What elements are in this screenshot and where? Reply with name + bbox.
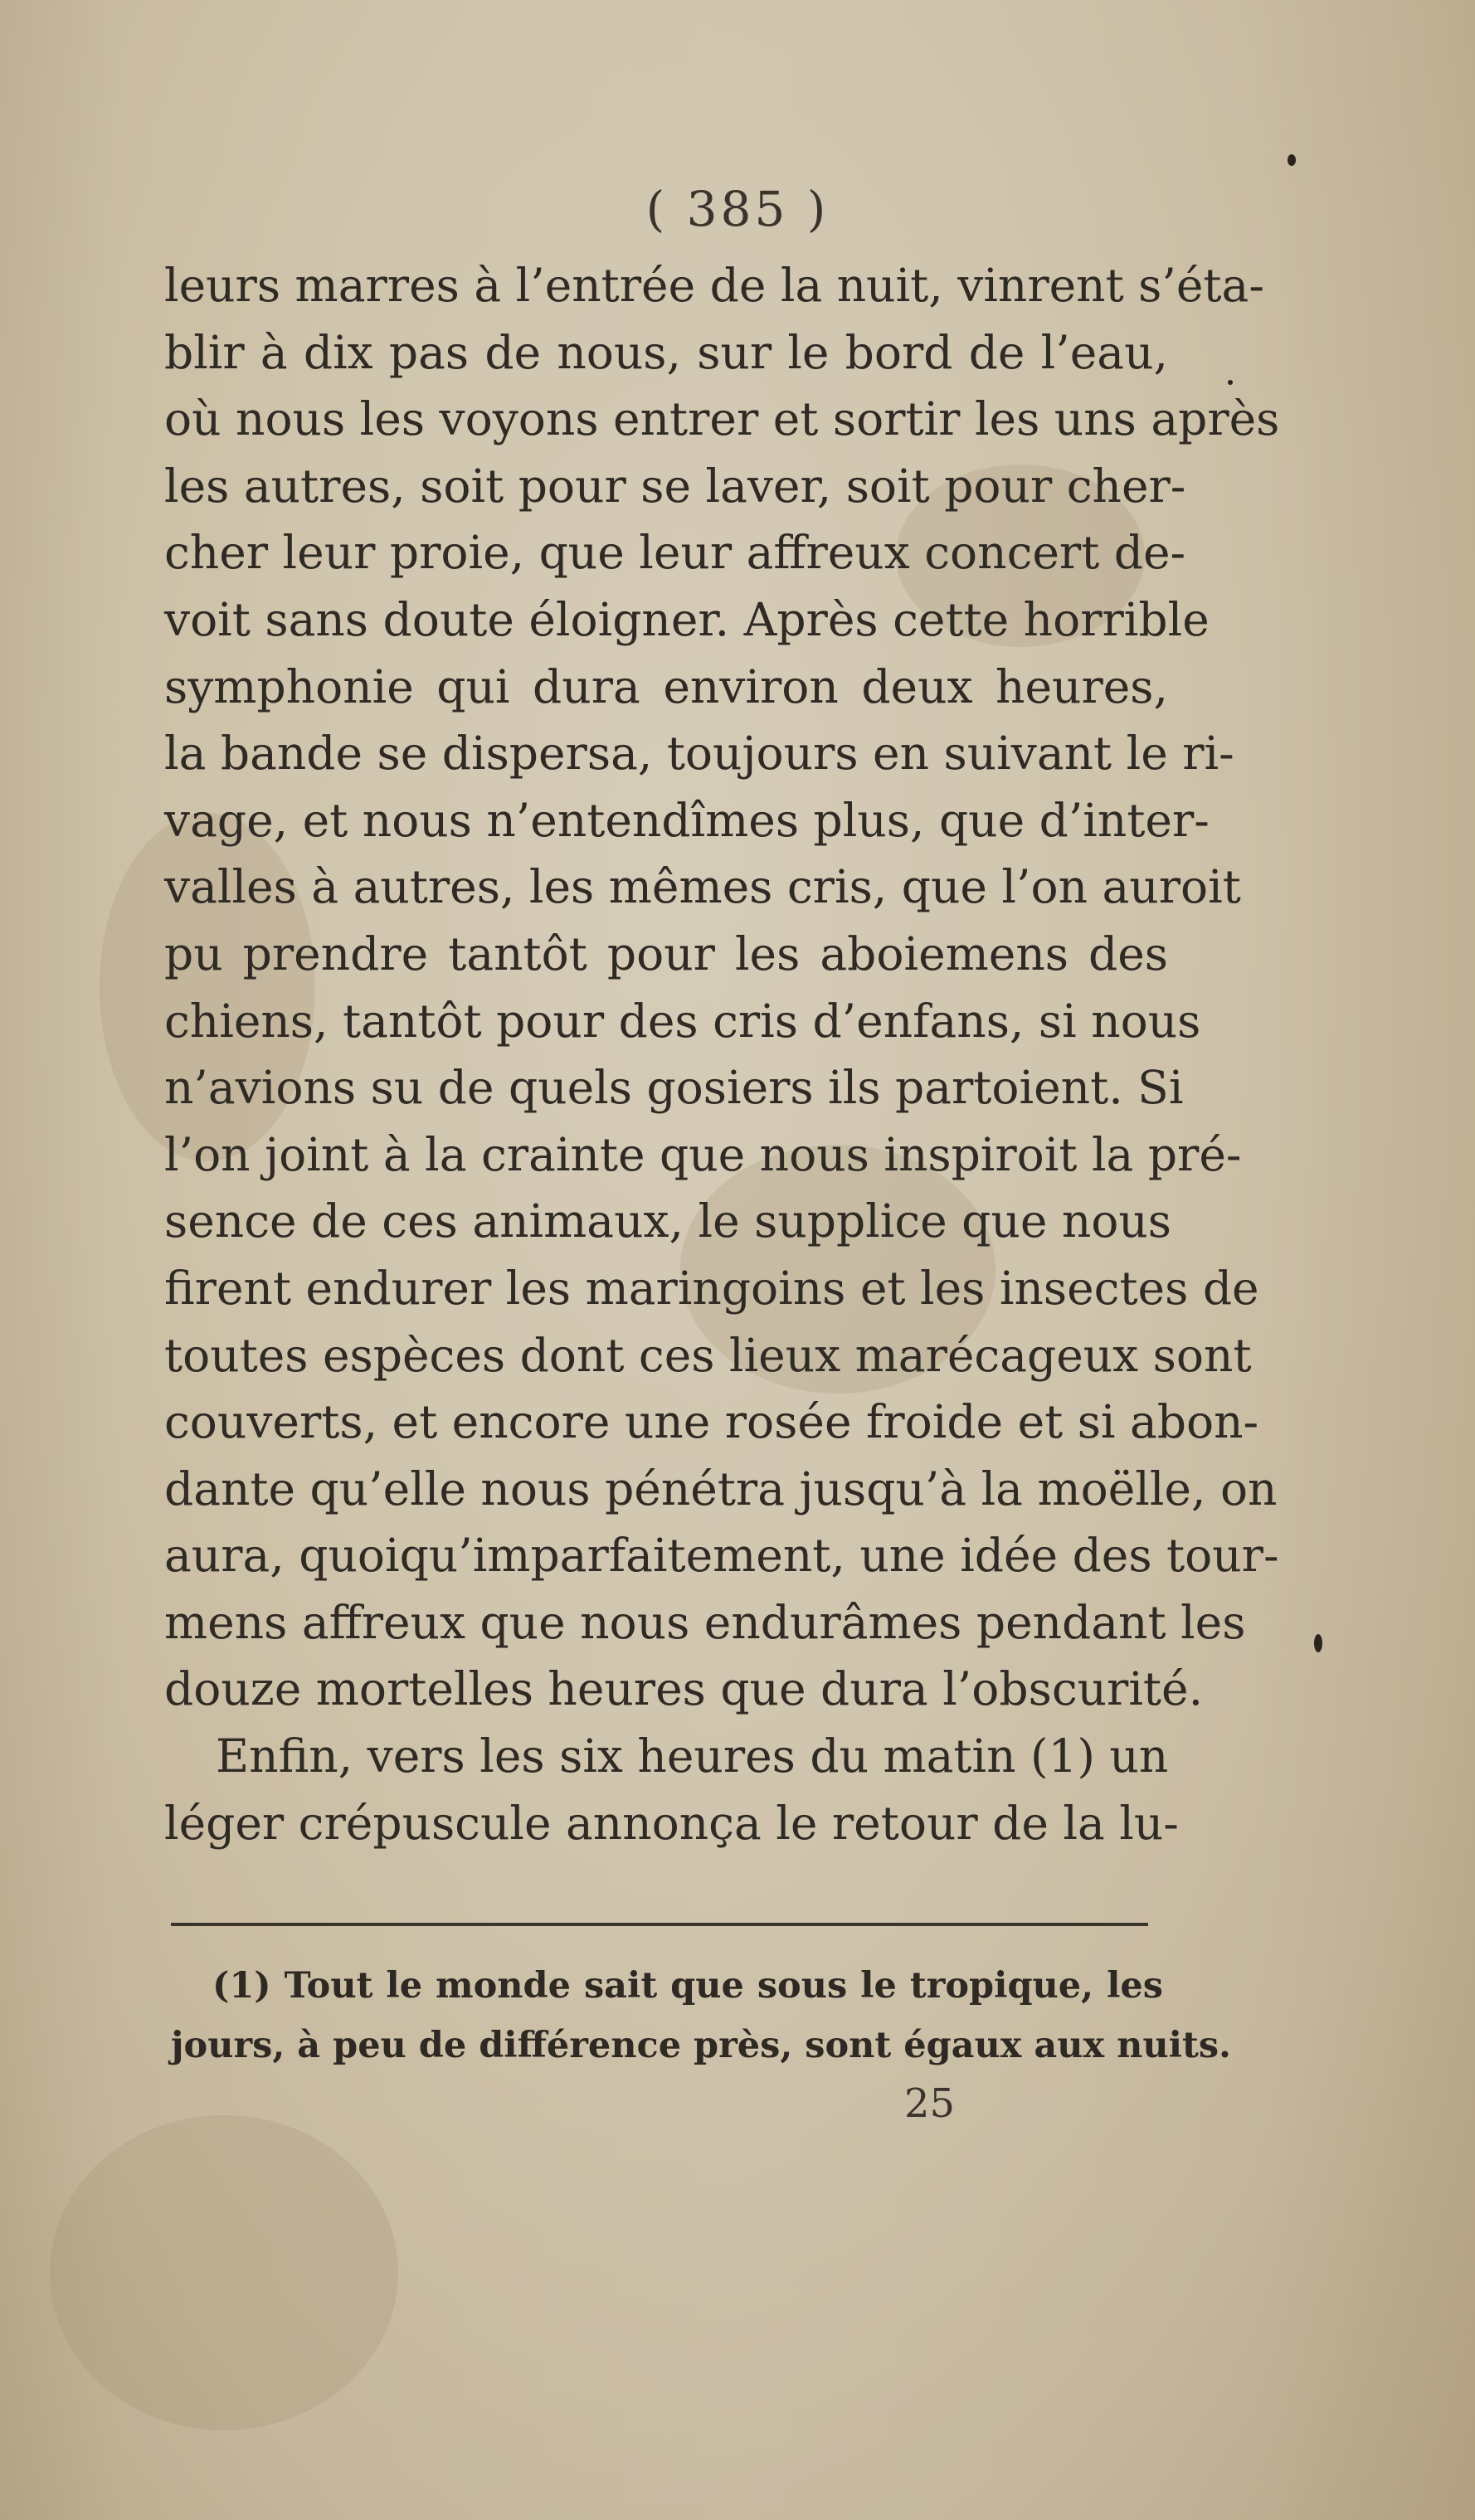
text-line: vage, et nous n’entendîmes plus, que d’inter- [164, 793, 1210, 847]
text-line: où nous les voyons entrer et sortir les uns après [164, 392, 1280, 446]
text-line: blir à dix pas de nous, sur le bord de l’eau, [164, 325, 1168, 379]
text-line: aura, quoiqu’imparfaitement, une idée des tour- [164, 1529, 1279, 1583]
text-line: voit sans doute éloigner. Après cette horrible [164, 592, 1210, 646]
text-line: sence de ces animaux, le supplice que nous [164, 1194, 1172, 1248]
text-line: leurs marres à l’entrée de la nuit, vinrent s’éta- [164, 259, 1264, 312]
text-line: dante qu’elle nous pénétra jusqu’à la moëlle, on [164, 1462, 1278, 1515]
signature-mark: 25 [904, 2080, 956, 2127]
text-line: toutes espèces dont ces lieux marécageux sont [164, 1328, 1252, 1382]
text-line: symphonie qui dura environ deux heures, [164, 659, 1168, 713]
text-line: valles à autres, les mêmes cris, que l’on auroit [164, 860, 1241, 914]
body-text [164, 252, 1280, 1856]
ink-speck [1228, 380, 1233, 385]
footnote [171, 1956, 1232, 2075]
text-line: la bande se dispersa, toujours en suivant le ri- [164, 727, 1234, 781]
footnote-rule [171, 1923, 1148, 1926]
text-line: couverts, et encore une rosée froide et si abon- [164, 1395, 1259, 1449]
ink-speck [1288, 154, 1296, 166]
text-line: pu prendre tantôt pour les aboiemens des [164, 927, 1168, 980]
paper-stain [50, 2115, 398, 2430]
text-line: n’avions su de quels gosiers ils partoient. Si [164, 1061, 1184, 1115]
text-line: cher leur proie, que leur affreux concert de- [164, 526, 1186, 580]
text-line: l’on joint à la crainte que nous inspiroit la pré- [164, 1127, 1242, 1181]
ink-speck [1314, 1634, 1322, 1652]
text-line: chiens, tantôt pour des cris d’enfans, si nous [164, 994, 1201, 1048]
footnote-line: (1) Tout le monde sait que sous le tropique, les [212, 1965, 1163, 2007]
text-line: les autres, soit pour se laver, soit pour cher- [164, 459, 1186, 513]
text-line: firent endurer les maringoins et les insectes de [164, 1261, 1259, 1315]
text-line-paragraph-start: Enfin, vers les six heures du matin (1) un [216, 1729, 1169, 1783]
text-line: léger crépuscule annonça le retour de la lu- [164, 1796, 1179, 1850]
footnote-line: jours, à peu de différence près, sont égaux aux nuits. [171, 2025, 1232, 2066]
text-line: mens affreux que nous endurâmes pendant les [164, 1595, 1246, 1649]
page-number-header: ( 385 ) [645, 181, 830, 237]
text-line-paragraph-end: douze mortelles heures que dura l’obscurité. [164, 1662, 1204, 1716]
